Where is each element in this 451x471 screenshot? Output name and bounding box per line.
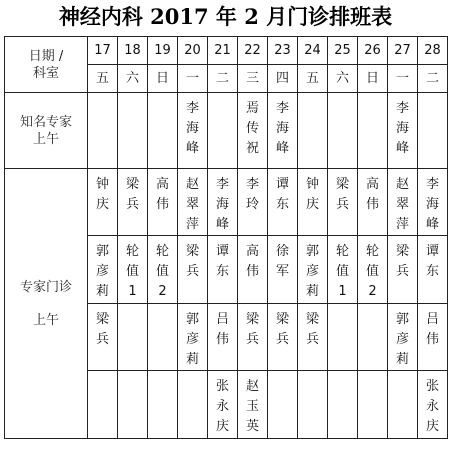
- famous-expert-cell: [268, 93, 298, 169]
- famous-expert-cell: [208, 93, 238, 169]
- expert-clinic-cell: [238, 169, 268, 236]
- doctor-name: 谭东: [275, 177, 289, 212]
- expert-clinic-cell: [238, 236, 268, 304]
- famous-expert-cell: [388, 93, 418, 169]
- expert-clinic-cell: [88, 371, 118, 439]
- expert-clinic-cell: [418, 169, 448, 236]
- doctor-name: 梁兵: [305, 312, 319, 347]
- doctor-name: 张永庆: [425, 379, 439, 434]
- date-cell: 20: [178, 37, 208, 65]
- expert-clinic-cell: [268, 169, 298, 236]
- weekday-cell: 三: [238, 65, 268, 93]
- expert-clinic-cell: [88, 236, 118, 304]
- doctor-name: 李海峰: [275, 101, 289, 156]
- doctor-name: 梁兵: [125, 177, 139, 212]
- weekday-cell: 日: [358, 65, 388, 93]
- expert-clinic-cell: [118, 169, 148, 236]
- expert-clinic-cell: [238, 304, 268, 371]
- expert-clinic-cell: [298, 236, 328, 304]
- doctor-name: 李海峰: [185, 101, 199, 156]
- doctor-name: 轮值2: [155, 244, 169, 299]
- expert-clinic-cell: [238, 371, 268, 439]
- date-cell: 24: [298, 37, 328, 65]
- famous-expert-cell: [418, 93, 448, 169]
- weekday-cell: 五: [88, 65, 118, 93]
- expert-clinic-cell: [268, 371, 298, 439]
- weekday-cell: 六: [118, 65, 148, 93]
- famous-label-line-2: 上午: [32, 131, 59, 147]
- weekday-cell: 二: [418, 65, 448, 93]
- expert-clinic-cell: [178, 371, 208, 439]
- date-cell: 22: [238, 37, 268, 65]
- date-cell: 19: [148, 37, 178, 65]
- expert-clinic-cell: [358, 371, 388, 439]
- expert-clinic-cell: [178, 169, 208, 236]
- date-cell: 27: [388, 37, 418, 65]
- doctor-name: 郭彦莉: [395, 312, 409, 367]
- doctor-name: 轮值2: [365, 244, 379, 299]
- expert-clinic-cell: [148, 169, 178, 236]
- weekday-cell: 五: [298, 65, 328, 93]
- expert-label-line-1: 专家门诊: [19, 279, 72, 295]
- doctor-name: 梁兵: [185, 244, 199, 279]
- expert-clinic-cell: [118, 236, 148, 304]
- doctor-name: 轮值1: [335, 244, 349, 299]
- doctor-name: 李海峰: [215, 177, 229, 232]
- famous-expert-cell: [328, 93, 358, 169]
- expert-clinic-cell: [178, 236, 208, 304]
- doctor-name: 赵翠萍: [395, 177, 409, 232]
- expert-clinic-cell: [388, 236, 418, 304]
- weekday-cell: 日: [148, 65, 178, 93]
- expert-clinic-cell: [388, 304, 418, 371]
- expert-clinic-cell: [268, 236, 298, 304]
- doctor-name: 高伟: [365, 177, 379, 212]
- expert-clinic-cell: [88, 304, 118, 371]
- doctor-name: 张永庆: [215, 379, 229, 434]
- doctor-name: 吕伟: [425, 312, 439, 347]
- expert-clinic-cell: [148, 371, 178, 439]
- expert-clinic-cell: [328, 304, 358, 371]
- expert-clinic-cell: [298, 371, 328, 439]
- doctor-name: 梁兵: [275, 312, 289, 347]
- expert-clinic-cell: [88, 169, 118, 236]
- expert-clinic-cell: [208, 304, 238, 371]
- expert-clinic-cell: [358, 236, 388, 304]
- expert-clinic-cell: [148, 304, 178, 371]
- famous-expert-cell: [238, 93, 268, 169]
- doctor-name: 焉传祝: [245, 101, 259, 156]
- expert-clinic-cell: [118, 304, 148, 371]
- famous-expert-cell: [148, 93, 178, 169]
- corner-line-1: 日期 /: [28, 48, 64, 64]
- doctor-name: 郭彦莉: [305, 244, 319, 299]
- expert-clinic-cell: [178, 304, 208, 371]
- doctor-name: 李海峰: [425, 177, 439, 232]
- doctor-name: 梁兵: [335, 177, 349, 212]
- doctor-name: 李玲: [245, 177, 259, 212]
- expert-clinic-cell: [358, 304, 388, 371]
- expert-clinic-cell: [418, 304, 448, 371]
- doctor-name: 赵翠萍: [185, 177, 199, 232]
- expert-clinic-cell: [328, 371, 358, 439]
- header-corner: [5, 37, 88, 93]
- date-cell: 25: [328, 37, 358, 65]
- doctor-name: 李海峰: [395, 101, 409, 156]
- date-cell: 21: [208, 37, 238, 65]
- expert-clinic-label: [5, 169, 88, 439]
- doctor-name: 郭彦莉: [185, 312, 199, 367]
- famous-expert-cell: [178, 93, 208, 169]
- date-cell: 26: [358, 37, 388, 65]
- doctor-name: 谭东: [215, 244, 229, 279]
- doctor-name: 高伟: [155, 177, 169, 212]
- doctor-name: 轮值1: [125, 244, 139, 299]
- expert-clinic-cell: [208, 236, 238, 304]
- famous-expert-label: [5, 93, 88, 169]
- expert-clinic-cell: [418, 371, 448, 439]
- page-title: 神经内科 2017 年 2 月门诊排班表: [58, 4, 393, 29]
- date-cell: 18: [118, 37, 148, 65]
- expert-clinic-cell: [418, 236, 448, 304]
- doctor-name: 钟庆: [305, 177, 319, 212]
- expert-clinic-cell: [118, 371, 148, 439]
- doctor-name: 赵玉英: [245, 379, 259, 434]
- corner-line-2: 科室: [32, 65, 59, 81]
- famous-expert-cell: [298, 93, 328, 169]
- weekday-cell: 四: [268, 65, 298, 93]
- expert-clinic-cell: [268, 304, 298, 371]
- doctor-name: 高伟: [245, 244, 259, 279]
- date-cell: 28: [418, 37, 448, 65]
- expert-clinic-cell: [388, 169, 418, 236]
- famous-label-line-1: 知名专家: [19, 114, 72, 130]
- doctor-name: 梁兵: [95, 312, 109, 347]
- expert-clinic-cell: [148, 236, 178, 304]
- expert-clinic-cell: [298, 169, 328, 236]
- date-cell: 17: [88, 37, 118, 65]
- expert-clinic-cell: [208, 169, 238, 236]
- date-cell: 23: [268, 37, 298, 65]
- weekday-cell: 二: [208, 65, 238, 93]
- expert-clinic-cell: [388, 371, 418, 439]
- doctor-name: 钟庆: [95, 177, 109, 212]
- famous-expert-cell: [358, 93, 388, 169]
- doctor-name: 徐军: [275, 244, 289, 279]
- expert-clinic-cell: [328, 236, 358, 304]
- weekday-cell: 一: [178, 65, 208, 93]
- doctor-name: 谭东: [425, 244, 439, 279]
- expert-clinic-cell: [298, 304, 328, 371]
- doctor-name: 梁兵: [395, 244, 409, 279]
- schedule-table: [4, 36, 448, 439]
- doctor-name: 梁兵: [245, 312, 259, 347]
- famous-expert-cell: [118, 93, 148, 169]
- weekday-cell: 六: [328, 65, 358, 93]
- expert-clinic-cell: [358, 169, 388, 236]
- doctor-name: 吕伟: [215, 312, 229, 347]
- doctor-name: 郭彦莉: [95, 244, 109, 299]
- expert-clinic-cell: [208, 371, 238, 439]
- famous-expert-cell: [88, 93, 118, 169]
- expert-label-line-2: 上午: [32, 312, 59, 328]
- expert-clinic-cell: [328, 169, 358, 236]
- weekday-cell: 一: [388, 65, 418, 93]
